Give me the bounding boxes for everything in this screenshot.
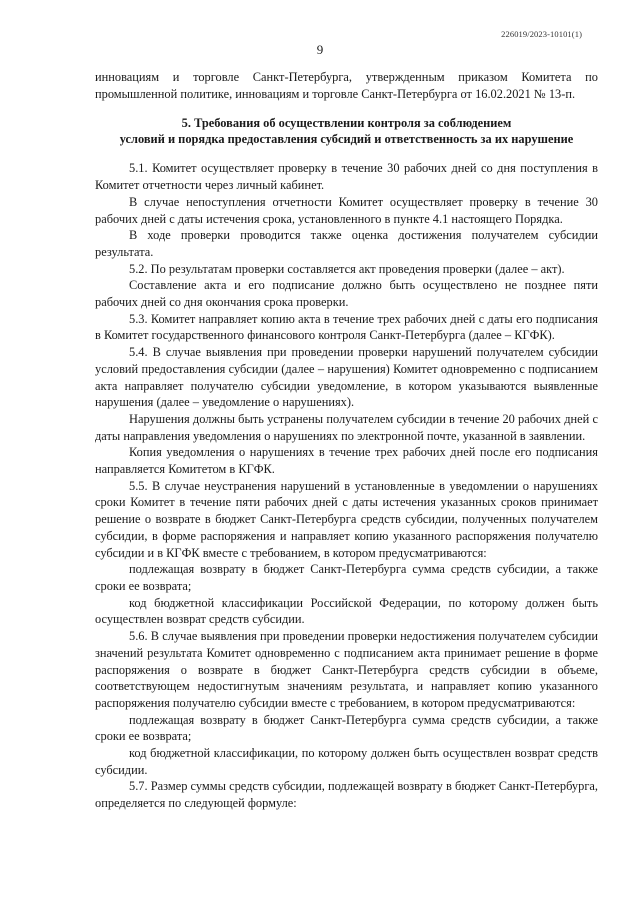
paragraph-5-7: 5.7. Размер суммы средств субсидии, подлежащей возврату в бюджет Санкт-Петербурга, определяется по следующей формуле:: [95, 779, 598, 811]
paragraph-5-6-code: код бюджетной классификации, по которому должен быть осуществлен возврат средств субсидии.: [95, 746, 598, 777]
paragraph-5-1-no-report: В случае непоступления отчетности Комитет осуществляет проверку в течение 30 рабочих дней с даты истечения срока, установленного в пункте 4.1 настоящего Порядка.: [95, 194, 598, 226]
section-heading: [95, 116, 598, 147]
paragraph-5-2: 5.2. По результатам проверки составляется акт проведения проверки (далее – акт).: [129, 261, 565, 276]
intro-paragraph: инновациям и торговле Санкт-Петербурга, утвержденным приказом Комитета по промышленной политике, инновациям и торговле Санкт-Петербурга от 16.02.2021 № 13-п.: [95, 70, 598, 101]
section-heading-line-1: 5. Требования об осуществлении контроля за соблюдением: [181, 116, 512, 131]
paragraph-5-1-assessment: В ходе проверки проводится также оценка достижения получателем субсидии результата.: [95, 228, 598, 259]
paragraph-5-4: 5.4. В случае выявления при проведении проверки нарушений получателем субсидии условий предоставления субсидии (далее – нарушения) Комитет одновременно с подписанием акта направляет получателю субсидии уведомление, в котором указываются выявленные нарушения (далее – уведомление о нарушениях).: [95, 345, 598, 410]
paragraph-5-6-amount: подлежащая возврату в бюджет Санкт-Петербурга сумма средств субсидии, а также сроки ее возврата;: [95, 712, 598, 744]
paragraph-5-5-code: код бюджетной классификации Российской Федерации, по которому должен быть осуществлен возврат средств субсидии.: [95, 595, 598, 627]
paragraph-5-4-elimination: Нарушения должны быть устранены получателем субсидии в течение 20 рабочих дней с даты направления уведомления о нарушениях по электронной почте, указанной в заявлении.: [95, 411, 598, 443]
document-body: [95, 69, 598, 812]
paragraph-5-4-copy: Копия уведомления о нарушениях в течение трех рабочих дней после его подписания направляется Комитетом в КГФК.: [95, 445, 598, 477]
paragraph-5-6: 5.6. В случае выявления при проведении проверки недостижения получателем субсидии значений результата Комитет одновременно с подписанием акта принимает решение в форме распоряжения о возврате в бюджет Санкт-Петербурга средств субсидии в объеме, соответствующем недостигнутым значениям результата, и направляет копию указанного распоряжения получателю субсидии вместе с требованием, в котором предусматриваются:: [95, 629, 598, 710]
document-id: 226019/2023-10101(1): [501, 29, 582, 39]
paragraph-5-5: 5.5. В случае неустранения нарушений в установленные в уведомлении о нарушениях сроки Комитет в течение пяти рабочих дней с даты истечения указанных сроков принимает решение о возврате в бюджет Санкт-Петербурга средств субсидии, полученных получателем субсидии, в форме распоряжения и направляет копию указанного распоряжения получателю субсидии и в КГФК вместе с требованием, в котором предусматриваются:: [95, 478, 598, 560]
paragraph-5-3: 5.3. Комитет направляет копию акта в течение трех рабочих дней с даты его подписания в Комитет государственного финансового контроля Санкт-Петербурга (далее – КГФК).: [95, 311, 598, 343]
page-number: 9: [316, 42, 324, 57]
paragraph-5-5-amount: подлежащая возврату в бюджет Санкт-Петербурга сумма средств субсидии, а также сроки ее возврата;: [95, 562, 598, 593]
section-heading-line-2: условий и порядка предоставления субсидий и ответственность за их нарушение: [119, 131, 574, 146]
paragraph-5-2-deadline: Составление акта и его подписание должно быть осуществлено не позднее пяти рабочих дней со дня окончания срока проверки.: [95, 278, 598, 310]
paragraph-5-1: 5.1. Комитет осуществляет проверку в течение 30 рабочих дней со дня поступления в Комитет отчетности через личный кабинет.: [95, 161, 598, 193]
